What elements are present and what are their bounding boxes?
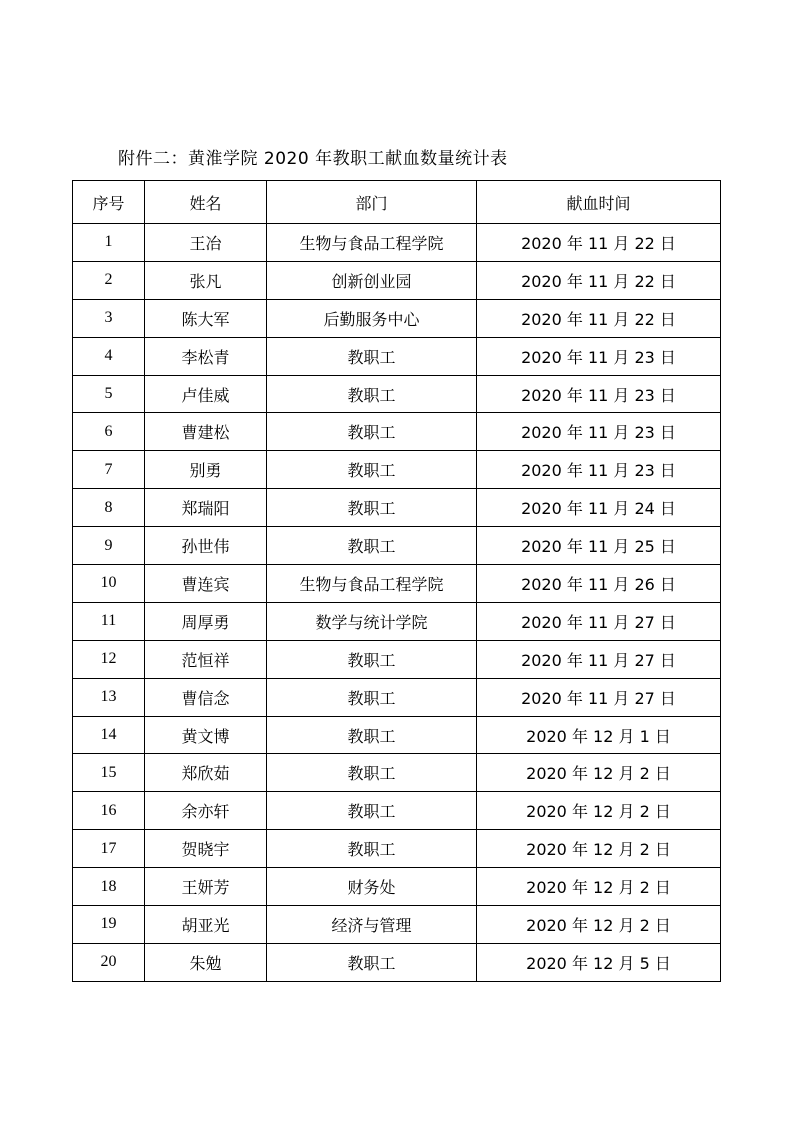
table-row — [73, 678, 721, 716]
cell-name: 郑欣茹 — [145, 754, 267, 792]
cell-index: 1 — [73, 224, 145, 262]
cell-index: 12 — [73, 640, 145, 678]
table-row — [73, 224, 721, 262]
cell-donation-date: 2020 年 11 月 25 日 — [477, 527, 721, 565]
table-row — [73, 943, 721, 981]
cell-index: 20 — [73, 943, 145, 981]
table-row — [73, 868, 721, 906]
cell-index: 15 — [73, 754, 145, 792]
cell-department: 创新创业园 — [267, 261, 477, 299]
table-header-row — [73, 181, 721, 224]
cell-department: 数学与统计学院 — [267, 602, 477, 640]
cell-index: 5 — [73, 375, 145, 413]
cell-donation-date: 2020 年 12 月 2 日 — [477, 792, 721, 830]
cell-donation-date: 2020 年 11 月 27 日 — [477, 640, 721, 678]
cell-index: 8 — [73, 489, 145, 527]
cell-name: 胡亚光 — [145, 906, 267, 944]
table-row — [73, 640, 721, 678]
cell-department: 经济与管理 — [267, 906, 477, 944]
cell-department: 教职工 — [267, 830, 477, 868]
cell-index: 17 — [73, 830, 145, 868]
cell-name: 曹建松 — [145, 413, 267, 451]
header-cell-index: 序号 — [73, 181, 145, 224]
cell-name: 张凡 — [145, 261, 267, 299]
table-row — [73, 451, 721, 489]
cell-name: 黄文博 — [145, 716, 267, 754]
cell-department: 教职工 — [267, 716, 477, 754]
cell-donation-date: 2020 年 11 月 22 日 — [477, 299, 721, 337]
table-row — [73, 489, 721, 527]
table-row — [73, 261, 721, 299]
header-cell-department: 部门 — [267, 181, 477, 224]
table-row — [73, 792, 721, 830]
table-body — [73, 224, 721, 982]
cell-donation-date: 2020 年 11 月 22 日 — [477, 261, 721, 299]
cell-donation-date: 2020 年 12 月 2 日 — [477, 830, 721, 868]
cell-index: 11 — [73, 602, 145, 640]
cell-index: 13 — [73, 678, 145, 716]
table-row — [73, 830, 721, 868]
cell-donation-date: 2020 年 11 月 24 日 — [477, 489, 721, 527]
cell-index: 7 — [73, 451, 145, 489]
cell-department: 教职工 — [267, 451, 477, 489]
cell-department: 教职工 — [267, 489, 477, 527]
cell-department: 教职工 — [267, 375, 477, 413]
table-row — [73, 337, 721, 375]
table-row — [73, 716, 721, 754]
cell-donation-date: 2020 年 11 月 27 日 — [477, 602, 721, 640]
cell-name: 曹连宾 — [145, 565, 267, 603]
cell-name: 贺晓宇 — [145, 830, 267, 868]
cell-index: 19 — [73, 906, 145, 944]
cell-name: 卢佳威 — [145, 375, 267, 413]
cell-index: 10 — [73, 565, 145, 603]
cell-index: 14 — [73, 716, 145, 754]
header-cell-name: 姓名 — [145, 181, 267, 224]
cell-donation-date: 2020 年 12 月 5 日 — [477, 943, 721, 981]
cell-department: 教职工 — [267, 640, 477, 678]
table-row — [73, 527, 721, 565]
cell-index: 16 — [73, 792, 145, 830]
cell-index: 4 — [73, 337, 145, 375]
cell-index: 9 — [73, 527, 145, 565]
header-cell-donation-date: 献血时间 — [477, 181, 721, 224]
cell-department: 教职工 — [267, 413, 477, 451]
cell-department: 教职工 — [267, 792, 477, 830]
cell-name: 别勇 — [145, 451, 267, 489]
cell-donation-date: 2020 年 11 月 23 日 — [477, 413, 721, 451]
cell-name: 王妍芳 — [145, 868, 267, 906]
cell-donation-date: 2020 年 12 月 1 日 — [477, 716, 721, 754]
cell-department: 后勤服务中心 — [267, 299, 477, 337]
table-row — [73, 754, 721, 792]
cell-name: 陈大军 — [145, 299, 267, 337]
cell-department: 教职工 — [267, 337, 477, 375]
cell-index: 6 — [73, 413, 145, 451]
cell-name: 朱勉 — [145, 943, 267, 981]
cell-name: 王冶 — [145, 224, 267, 262]
cell-donation-date: 2020 年 12 月 2 日 — [477, 906, 721, 944]
cell-department: 教职工 — [267, 527, 477, 565]
cell-donation-date: 2020 年 11 月 23 日 — [477, 451, 721, 489]
cell-department: 教职工 — [267, 754, 477, 792]
cell-donation-date: 2020 年 11 月 22 日 — [477, 224, 721, 262]
cell-name: 孙世伟 — [145, 527, 267, 565]
cell-donation-date: 2020 年 11 月 26 日 — [477, 565, 721, 603]
page-title: 附件二：黄淮学院 2020 年教职工献血数量统计表 — [118, 149, 508, 169]
table-row — [73, 413, 721, 451]
cell-name: 范恒祥 — [145, 640, 267, 678]
cell-donation-date: 2020 年 12 月 2 日 — [477, 868, 721, 906]
cell-donation-date: 2020 年 11 月 27 日 — [477, 678, 721, 716]
cell-index: 3 — [73, 299, 145, 337]
cell-name: 曹信念 — [145, 678, 267, 716]
table-row — [73, 602, 721, 640]
table-row — [73, 565, 721, 603]
cell-department: 生物与食品工程学院 — [267, 565, 477, 603]
cell-name: 余亦轩 — [145, 792, 267, 830]
table-row — [73, 375, 721, 413]
cell-donation-date: 2020 年 11 月 23 日 — [477, 375, 721, 413]
cell-department: 教职工 — [267, 943, 477, 981]
cell-index: 18 — [73, 868, 145, 906]
cell-name: 郑瑞阳 — [145, 489, 267, 527]
cell-department: 生物与食品工程学院 — [267, 224, 477, 262]
cell-donation-date: 2020 年 12 月 2 日 — [477, 754, 721, 792]
cell-department: 教职工 — [267, 678, 477, 716]
cell-name: 李松青 — [145, 337, 267, 375]
cell-department: 财务处 — [267, 868, 477, 906]
blood-donation-table — [72, 180, 721, 982]
cell-index: 2 — [73, 261, 145, 299]
cell-name: 周厚勇 — [145, 602, 267, 640]
table-row — [73, 906, 721, 944]
cell-donation-date: 2020 年 11 月 23 日 — [477, 337, 721, 375]
table-row — [73, 299, 721, 337]
